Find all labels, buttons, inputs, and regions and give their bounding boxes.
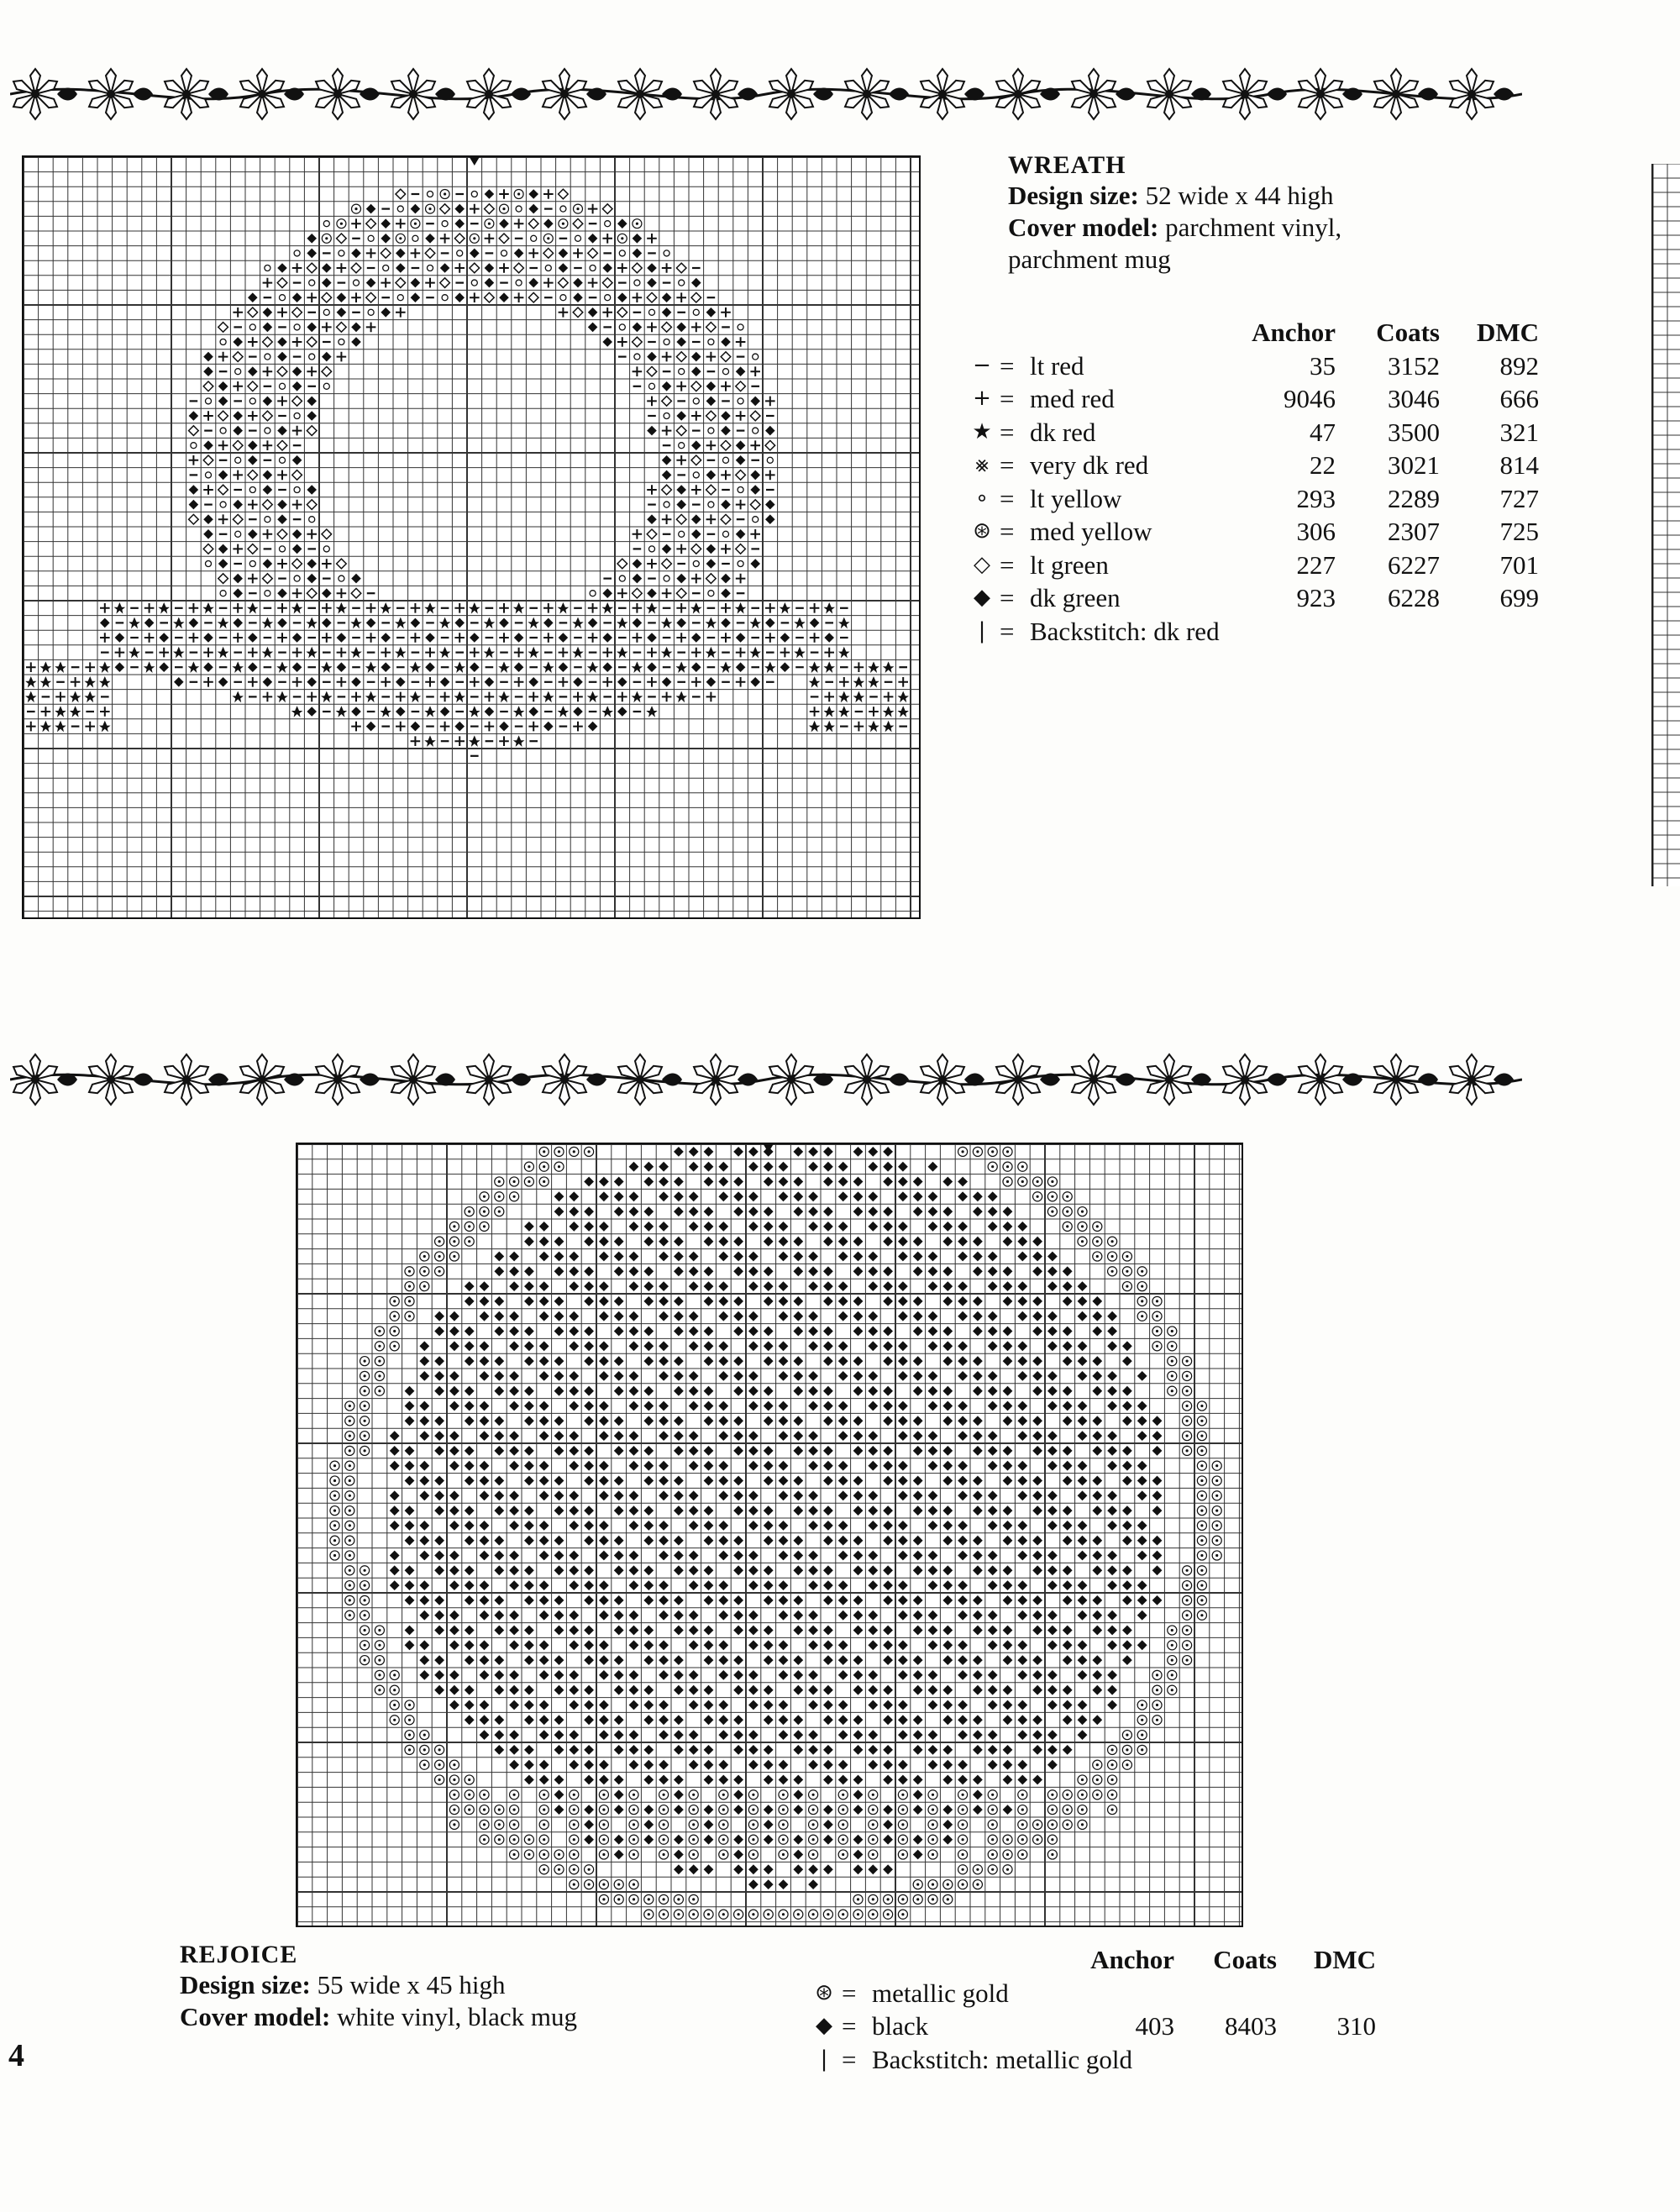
rejoice-chart	[296, 1143, 1243, 1927]
backstitch-icon: |	[820, 2046, 828, 2072]
rejoice-info	[180, 1941, 785, 2033]
backstitch-value: metallic gold	[995, 2044, 1132, 2074]
key-row: ◆ = dk green 923 6228 699	[964, 581, 1539, 615]
coats-value: 3500	[1388, 417, 1440, 447]
anchor-value: 9046	[1284, 384, 1336, 413]
coats-value: 3046	[1388, 384, 1440, 413]
rejoice-color-key	[806, 1943, 1376, 2076]
anchor-header: Anchor	[1090, 1945, 1174, 1974]
poinsettia-border-icon	[10, 60, 1522, 128]
symbol-icon: ★	[972, 418, 992, 444]
symbol-icon: ◇	[974, 551, 990, 577]
symbol-icon: ⊛	[815, 1979, 833, 2005]
wreath-cover-model-cont: parchment mug	[1008, 244, 1171, 274]
key-row: − = lt red 35 3152 892	[964, 349, 1539, 383]
backstitch-icon: |	[978, 617, 986, 644]
symbol-icon: ◆	[974, 585, 990, 610]
color-name: med yellow	[1030, 517, 1152, 546]
rejoice-title: REJOICE	[180, 1941, 298, 1968]
poinsettia-border-top	[10, 60, 1522, 128]
dmc-value: 725	[1499, 517, 1539, 546]
wreath-color-key	[964, 316, 1539, 648]
wreath-chart-grid	[24, 157, 919, 917]
dmc-value: 321	[1499, 417, 1539, 447]
symbol-icon: ⊛	[973, 518, 991, 544]
dmc-header: DMC	[1476, 318, 1539, 347]
key-row-backstitch: | = Backstitch: dk red	[964, 615, 1539, 649]
coats-value: 2307	[1388, 517, 1440, 546]
key-row: ⨳ = very dk red 22 3021 814	[964, 449, 1539, 482]
dmc-value: 727	[1499, 483, 1539, 513]
adjacent-chart-grid	[1653, 164, 1680, 886]
coats-header: Coats	[1213, 1945, 1277, 1974]
dmc-value: 892	[1499, 350, 1539, 381]
color-name: dk green	[1030, 583, 1121, 612]
key-row: ∘ = lt yellow 293 2289 727	[964, 482, 1539, 516]
anchor-value: 35	[1310, 350, 1336, 381]
dmc-value	[1277, 1977, 1376, 2010]
anchor-value: 227	[1296, 549, 1336, 580]
dmc-value: 699	[1499, 583, 1539, 612]
anchor-value: 47	[1310, 417, 1336, 447]
wreath-chart	[22, 155, 921, 919]
key-header-row	[806, 1943, 1376, 1977]
rejoice-cover-model: Cover model: white vinyl, black mug	[180, 2002, 577, 2031]
key-row: ◇ = lt green 227 6227 701	[964, 549, 1539, 582]
wreath-info	[1008, 151, 1529, 276]
color-name: med red	[1030, 384, 1115, 413]
wreath-title: WREATH	[1008, 151, 1126, 179]
symbol-icon: +	[973, 386, 991, 411]
key-row: ⊛ = metallic gold	[806, 1977, 1376, 2010]
backstitch-value: dk red	[1153, 616, 1220, 646]
rejoice-chart-grid	[297, 1144, 1242, 1926]
coats-value: 3021	[1388, 450, 1440, 480]
symbol-icon: ⨳	[974, 452, 990, 477]
color-name: metallic gold	[872, 1978, 1009, 2008]
page-number: 4	[8, 2038, 24, 2073]
symbol-icon: −	[973, 352, 991, 378]
anchor-value: 306	[1296, 517, 1336, 546]
dmc-header: DMC	[1313, 1945, 1376, 1974]
dmc-value: 814	[1499, 450, 1539, 480]
key-row: ◆ = black 403 8403 310	[806, 2010, 1376, 2043]
anchor-value: 923	[1296, 583, 1336, 612]
color-name: lt green	[1030, 549, 1109, 580]
coats-value: 6227	[1388, 549, 1440, 580]
rejoice-design-size: Design size: 55 wide x 45 high	[180, 1970, 506, 1999]
coats-value: 3152	[1388, 350, 1440, 381]
anchor-value: 293	[1296, 483, 1336, 513]
dmc-value: 310	[1336, 2011, 1376, 2041]
adjacent-page-chart-edge	[1651, 164, 1680, 886]
dmc-value: 666	[1499, 384, 1539, 413]
wreath-design-size: Design size: 52 wide x 44 high	[1008, 181, 1334, 210]
anchor-header: Anchor	[1252, 318, 1336, 347]
coats-value: 2289	[1388, 483, 1440, 513]
key-row: + = med red 9046 3046 666	[964, 382, 1539, 416]
symbol-icon: ∘	[974, 485, 990, 511]
anchor-value: 403	[1135, 2011, 1174, 2041]
coats-value: 8403	[1225, 2011, 1277, 2041]
backstitch-label: Backstitch:	[1030, 616, 1147, 646]
color-name: lt yellow	[1030, 483, 1122, 513]
key-header-row	[964, 316, 1539, 349]
key-row: ⊛ = med yellow 306 2307 725	[964, 515, 1539, 549]
color-name: dk red	[1030, 417, 1096, 447]
coats-header: Coats	[1376, 318, 1440, 347]
dmc-value: 701	[1499, 549, 1539, 580]
poinsettia-border-middle	[10, 1046, 1522, 1113]
poinsettia-border-icon	[10, 1046, 1522, 1113]
wreath-cover-model: Cover model: parchment vinyl,	[1008, 213, 1342, 242]
coats-value	[1174, 1977, 1277, 2010]
backstitch-label: Backstitch:	[872, 2044, 990, 2074]
color-name: black	[872, 2011, 929, 2041]
coats-value: 6228	[1388, 583, 1440, 612]
color-name: very dk red	[1030, 450, 1149, 480]
anchor-value	[1040, 1977, 1174, 2010]
symbol-icon: ◆	[816, 2013, 832, 2038]
anchor-value: 22	[1310, 450, 1336, 480]
key-row-backstitch: | = Backstitch: metallic gold	[806, 2043, 1376, 2077]
color-name: lt red	[1030, 350, 1084, 381]
key-row: ★ = dk red 47 3500 321	[964, 416, 1539, 449]
